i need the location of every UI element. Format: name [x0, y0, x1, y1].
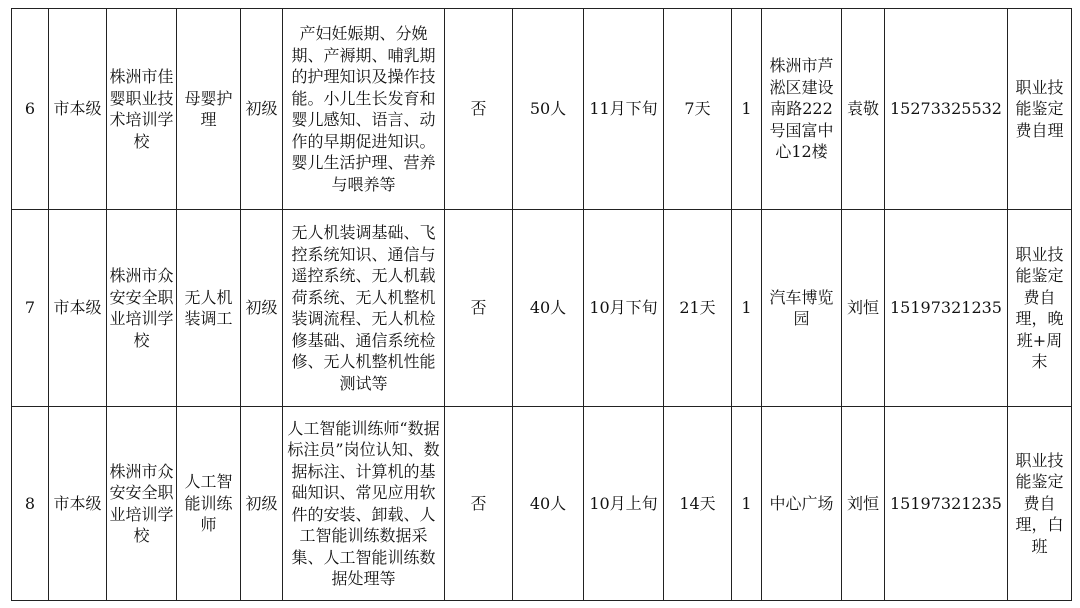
- training-content: 产妇妊娠期、分娩期、产褥期、哺乳期的护理知识及操作技能。小儿生长发育和婴儿感知、语言、动作的早期促进知识。婴儿生活护理、营养与喂养等: [283, 9, 445, 210]
- training-table: [11, 8, 1072, 601]
- training-institution: 株洲市佳婴职业技术培训学校: [107, 9, 177, 210]
- remarks: 职业技能鉴定费自理: [1008, 9, 1072, 210]
- session-count: 1: [732, 9, 762, 210]
- row-number: 6: [12, 9, 49, 210]
- training-location: 汽车博览园: [762, 210, 842, 407]
- admin-level: 市本级: [49, 407, 107, 601]
- course-name: 无人机装调工: [177, 210, 241, 407]
- training-time: 10月下旬: [584, 210, 664, 407]
- training-content: 人工智能训练师“数据标注员”岗位认知、数据标注、计算机的基础知识、常见应用软件的安装、卸载、人工智能训练数据采集、人工智能训练数据处理等: [283, 407, 445, 601]
- contact-phone: 15197321235: [885, 210, 1008, 407]
- trainee-count: 50人: [513, 9, 584, 210]
- table-row: [12, 407, 1072, 601]
- contact-phone: 15273325532: [885, 9, 1008, 210]
- training-duration: 21天: [664, 210, 732, 407]
- remarks: 职业技能鉴定费自理，晚班+周末: [1008, 210, 1072, 407]
- contact-phone: 15197321235: [885, 407, 1008, 601]
- course-name: 母婴护理: [177, 9, 241, 210]
- skill-grade: 初级: [241, 210, 283, 407]
- training-institution: 株洲市众安安全职业培训学校: [107, 407, 177, 601]
- training-duration: 14天: [664, 407, 732, 601]
- session-count: 1: [732, 210, 762, 407]
- flag-value: 否: [445, 407, 513, 601]
- training-location: 株洲市芦淞区建设南路222号国富中心12楼: [762, 9, 842, 210]
- course-name: 人工智能训练师: [177, 407, 241, 601]
- training-content: 无人机装调基础、飞控系统知识、通信与遥控系统、无人机载荷系统、无人机整机装调流程、无人机检修基础、通信系统检修、无人机整机性能测试等: [283, 210, 445, 407]
- training-institution: 株洲市众安安全职业培训学校: [107, 210, 177, 407]
- row-number: 8: [12, 407, 49, 601]
- remarks: 职业技能鉴定费自理，白班: [1008, 407, 1072, 601]
- table-row: [12, 9, 1072, 210]
- row-number: 7: [12, 210, 49, 407]
- admin-level: 市本级: [49, 9, 107, 210]
- contact-person: 刘恒: [842, 210, 885, 407]
- trainee-count: 40人: [513, 407, 584, 601]
- skill-grade: 初级: [241, 9, 283, 210]
- contact-person: 刘恒: [842, 407, 885, 601]
- training-location: 中心广场: [762, 407, 842, 601]
- trainee-count: 40人: [513, 210, 584, 407]
- admin-level: 市本级: [49, 210, 107, 407]
- training-time: 10月上旬: [584, 407, 664, 601]
- flag-value: 否: [445, 210, 513, 407]
- skill-grade: 初级: [241, 407, 283, 601]
- table-row: [12, 210, 1072, 407]
- training-duration: 7天: [664, 9, 732, 210]
- session-count: 1: [732, 407, 762, 601]
- flag-value: 否: [445, 9, 513, 210]
- contact-person: 袁敬: [842, 9, 885, 210]
- training-time: 11月下旬: [584, 9, 664, 210]
